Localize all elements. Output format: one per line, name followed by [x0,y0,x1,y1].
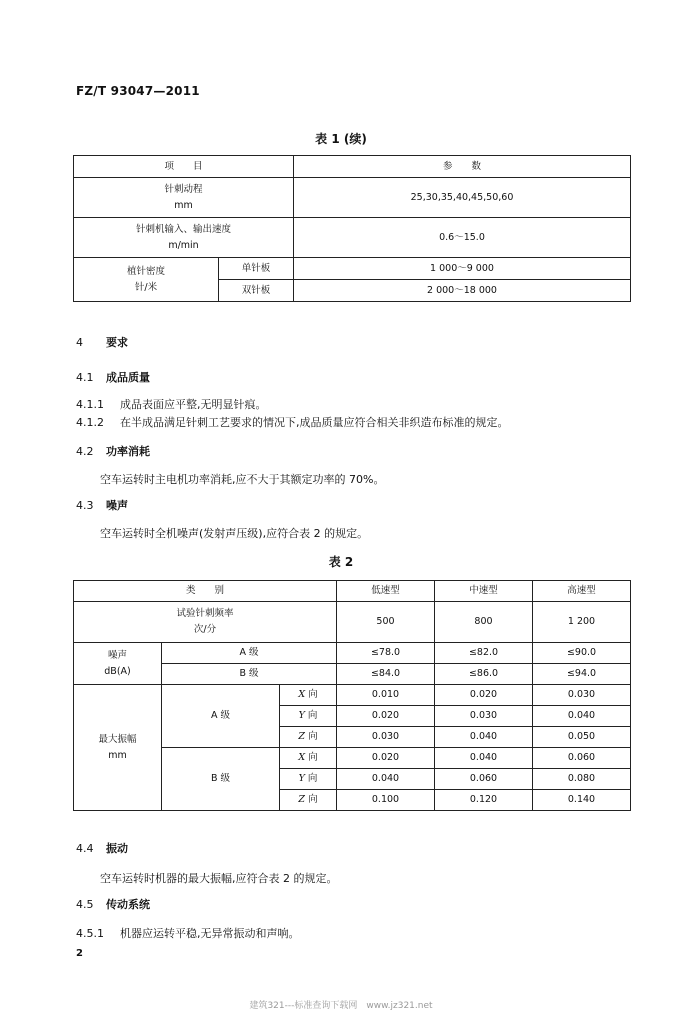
table-cell: 0.080 [533,769,631,790]
table1-subitem: 双针板 [219,280,294,302]
amp-label: 最大振幅 mm [74,685,162,811]
table-cell: 0.040 [337,769,435,790]
table-cell: 0.050 [533,727,631,748]
table-row [74,602,631,643]
table1-item: 植针密度 针/米 [74,258,219,302]
standard-number: FZ/T 93047—2011 [76,84,200,98]
table2 [73,580,631,811]
section-4-5-heading: 4.5 传动系统 [76,898,150,911]
axis-label: Z 向 [280,727,337,748]
axis-label: Y 向 [280,706,337,727]
noise-grade: A 级 [162,643,337,664]
table-cell: 0.030 [337,727,435,748]
table2-col-high: 高速型 [533,581,631,602]
section-4-heading: 4 要求 [76,336,128,349]
table-cell: 0.040 [435,748,533,769]
table1 [73,155,631,302]
table1-value: 2 000～18 000 [294,280,631,302]
clause-4-1-1: 4.1.1 成品表面应平整,无明显针痕。 [76,398,267,411]
table-cell: ≤84.0 [337,664,435,685]
table-cell: 1 200 [533,602,631,643]
table2-caption: 表 2 [328,555,354,569]
axis-label: Z 向 [280,790,337,811]
amp-grade: B 级 [162,748,280,811]
table-cell: 0.030 [533,685,631,706]
axis-label: X 向 [280,748,337,769]
noise-label: 噪声 dB(A) [74,643,162,685]
table-cell: 0.020 [337,748,435,769]
section-4-1-heading: 4.1 成品质量 [76,371,150,384]
table-cell: 800 [435,602,533,643]
table-cell: 0.140 [533,790,631,811]
table-cell: ≤94.0 [533,664,631,685]
paragraph-4-4: 空车运转时机器的最大振幅,应符合表 2 的规定。 [100,872,338,885]
table1-col-item: 项 目 [74,156,294,178]
table-row [74,218,631,258]
table-cell: ≤82.0 [435,643,533,664]
table-row [74,258,631,280]
table-cell: 0.040 [533,706,631,727]
table1-caption: 表 1 (续) [315,132,367,146]
axis-label: X 向 [280,685,337,706]
paragraph-4-2: 空车运转时主电机功率消耗,应不大于其额定功率的 70%。 [100,473,385,486]
table1-value: 0.6～15.0 [294,218,631,258]
table2-col-mid: 中速型 [435,581,533,602]
table1-col-param: 参 数 [294,156,631,178]
table-cell: 0.030 [435,706,533,727]
table1-value: 1 000～9 000 [294,258,631,280]
table1-value: 25,30,35,40,45,50,60 [294,178,631,218]
paragraph-4-3: 空车运转时全机噪声(发射声压级),应符合表 2 的规定。 [100,527,369,540]
table-cell: 500 [337,602,435,643]
table-cell: ≤78.0 [337,643,435,664]
freq-label: 试验针刺频率 次/分 [74,602,337,643]
table-row [74,685,631,706]
table-row [74,178,631,218]
table-cell: 0.120 [435,790,533,811]
axis-label: Y 向 [280,769,337,790]
clause-4-5-1: 4.5.1 机器应运转平稳,无异常振动和声响。 [76,927,300,940]
table-cell: ≤86.0 [435,664,533,685]
section-4-2-heading: 4.2 功率消耗 [76,445,150,458]
section-4-4-heading: 4.4 振动 [76,842,128,855]
table1-subitem: 单针板 [219,258,294,280]
table-cell: ≤90.0 [533,643,631,664]
table-cell: 0.010 [337,685,435,706]
table2-col-type: 类 别 [74,581,337,602]
watermark: 建筑321---标准查询下载网 www.jz321.net [249,1001,433,1011]
page-number: 2 [76,948,83,959]
table-cell: 0.020 [337,706,435,727]
table1-item: 针刺动程 mm [74,178,294,218]
table-cell: 0.100 [337,790,435,811]
amp-grade: A 级 [162,685,280,748]
table1-item: 针刺机输入、输出速度 m/min [74,218,294,258]
section-4-3-heading: 4.3 噪声 [76,499,128,512]
table2-col-low: 低速型 [337,581,435,602]
table-row [74,643,631,664]
clause-4-1-2: 4.1.2 在半成品满足针刺工艺要求的情况下,成品质量应符合相关非织造布标准的规定。 [76,416,509,429]
table-cell: 0.040 [435,727,533,748]
table-cell: 0.060 [533,748,631,769]
noise-grade: B 级 [162,664,337,685]
table-cell: 0.020 [435,685,533,706]
table-cell: 0.060 [435,769,533,790]
